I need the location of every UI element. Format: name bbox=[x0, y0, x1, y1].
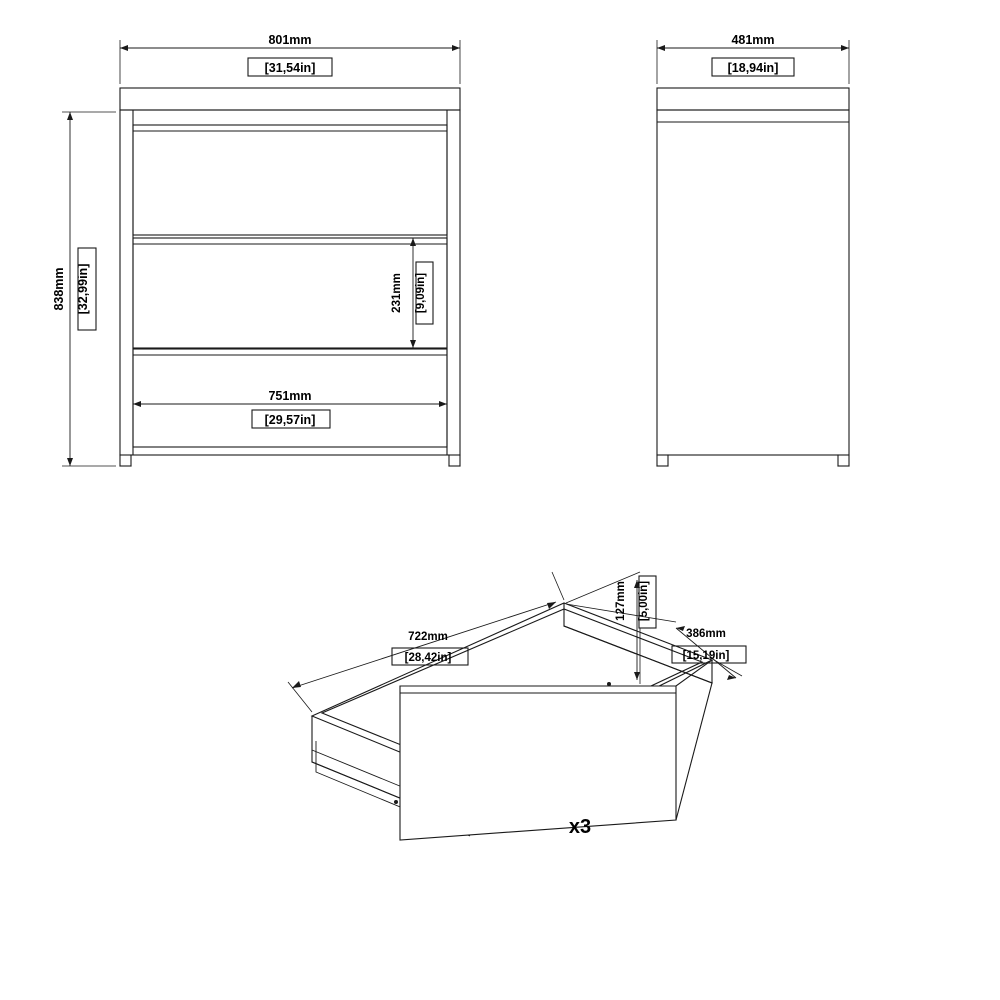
drawer-front-height-mm: 231mm bbox=[391, 273, 403, 313]
drawer-depth-inch: [15,19in] bbox=[682, 650, 730, 662]
dimension-side-depth bbox=[657, 33, 849, 84]
drawer-width-inch: [28,42in] bbox=[404, 652, 452, 664]
dimension-drawer-front-height bbox=[388, 238, 447, 348]
front-view-geometry bbox=[120, 88, 460, 466]
front-height-inch: [32,99in] bbox=[76, 263, 90, 315]
side-view-geometry bbox=[657, 88, 849, 466]
drawer-quantity-label: x3 bbox=[568, 816, 592, 838]
front-width-inch: [31,54in] bbox=[264, 61, 316, 75]
drawer-height-inch: [5,00in] bbox=[638, 580, 650, 622]
dimension-front-width bbox=[120, 33, 460, 84]
side-depth-mm: 481mm bbox=[731, 33, 775, 47]
drawer-front-width-mm: 751mm bbox=[268, 389, 312, 403]
front-height-mm: 838mm bbox=[52, 267, 66, 311]
drawer-width-mm: 722mm bbox=[408, 631, 448, 643]
dimension-drawer-height bbox=[566, 572, 656, 684]
drawer-front-height-inch: [9,09in] bbox=[415, 272, 427, 314]
drawer-height-mm: 127mm bbox=[615, 581, 627, 621]
drawer-front-width-inch: [29,57in] bbox=[264, 413, 316, 427]
side-depth-inch: [18,94in] bbox=[727, 61, 779, 75]
dimension-front-height bbox=[52, 112, 116, 466]
drawer-depth-mm: 386mm bbox=[686, 628, 726, 640]
dimension-drawer-front-width bbox=[133, 355, 447, 428]
drawer-detail-geometry bbox=[312, 603, 712, 840]
front-width-mm: 801mm bbox=[268, 33, 312, 47]
